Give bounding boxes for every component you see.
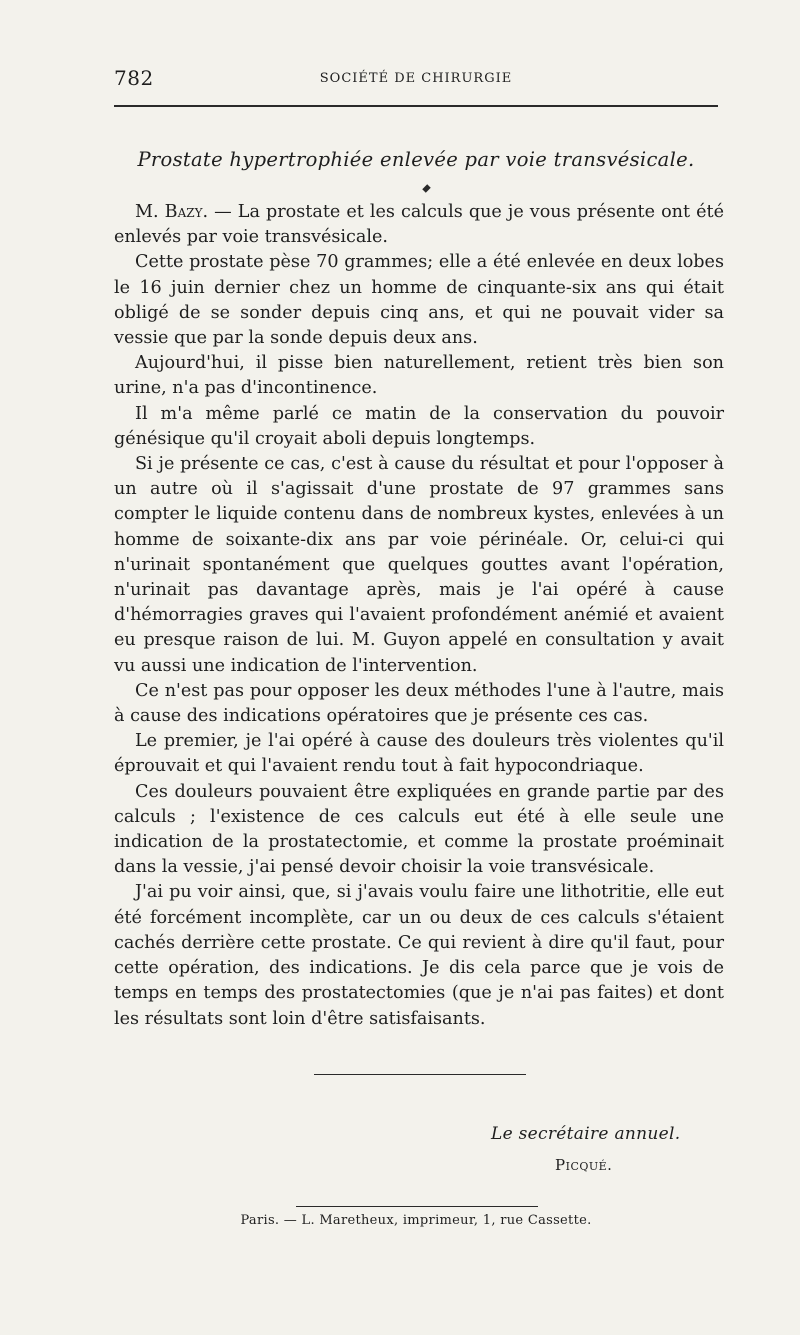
page-number: 782 xyxy=(114,66,154,90)
closing-rule xyxy=(314,1074,526,1075)
signature-role: Le secrétaire annuel. xyxy=(491,1124,681,1144)
printer-rule xyxy=(296,1206,538,1207)
article-body xyxy=(114,200,724,1032)
paragraph-9: J'ai pu voir ainsi, que, si j'avais voulu faire une lithotritie, elle eut été forcément incomplète, car un ou deux de ces calculs s'étaient cachés derrière cette prostate. Ce qui revient à dire qu'il faut, pour cette opération, des indications. Je dis cela parce que je vois de temps en temps des prostatectomies (que je n'ai pas faites) et dont les résultats sont loin d'être satisfaisants. xyxy=(114,882,724,1029)
paragraph-7: Le premier, je l'ai opéré à cause des douleurs très violentes qu'il éprouvait et qui l'avaient rendu tout à fait hypocondriaque. xyxy=(114,731,724,777)
page-header xyxy=(114,66,718,90)
paragraph-8: Ces douleurs pouvaient être expliquées en grande partie par des calculs ; l'existence de ces calculs eut été à elle seule une indication de la prostatectomie, et comme la prostate proéminait dans la vessie, j'ai pensé devoir choisir la voie transvésicale. xyxy=(114,781,724,878)
paragraph-text: — La prostate et les calculs que je vous présente ont été enlevés par voie transvésicale. xyxy=(114,202,724,248)
paragraph-3: Aujourd'hui, il pisse bien naturellement, retient très bien son urine, n'a pas d'incontinence. xyxy=(114,353,724,399)
printer-imprint: Paris. — L. Maretheux, imprimeur, 1, rue Cassette. xyxy=(240,1213,592,1228)
ornament-mark xyxy=(422,184,430,192)
speaker-name: M. Bazy. xyxy=(135,202,209,222)
paragraph-5: Si je présente ce cas, c'est à cause du résultat et pour l'opposer à un autre où il s'agissait d'une prostate de 97 grammes sans compter le liquide contenu dans de nombreux kystes, enlevées à un homme de soixante-dix ans par voie périnéale. Or, celui-ci qui n'urinait spontanément que quelques gouttes avant l'opération, n'urinait pas davantage après, mais je l'ai opéré à cause d'hémorragies graves qui l'avaient profondément anémié et avaient eu presque raison de lui. M. Guyon appelé en consultation y avait vu aussi une indication de l'intervention. xyxy=(114,454,724,676)
header-rule xyxy=(114,105,718,107)
signature-name: Picqué. xyxy=(555,1156,613,1174)
paragraph-1 xyxy=(114,200,724,250)
running-head: SOCIÉTÉ DE CHIRURGIE xyxy=(319,71,513,86)
paragraph-2: Cette prostate pèse 70 grammes; elle a été enlevée en deux lobes le 16 juin dernier chez un homme de cinquante-six ans qui était obligé de se sonder depuis cinq ans, et qui ne pouvait vider sa vessie que par la sonde depuis deux ans. xyxy=(114,252,724,349)
paragraph-6: Ce n'est pas pour opposer les deux méthodes l'une à l'autre, mais à cause des indications opératoires que je présente ces cas. xyxy=(114,680,724,727)
article-title: Prostate hypertrophiée enlevée par voie transvésicale. xyxy=(137,148,695,171)
paragraph-4: Il m'a même parlé ce matin de la conservation du pouvoir génésique qu'il croyait aboli depuis longtemps. xyxy=(114,403,724,449)
